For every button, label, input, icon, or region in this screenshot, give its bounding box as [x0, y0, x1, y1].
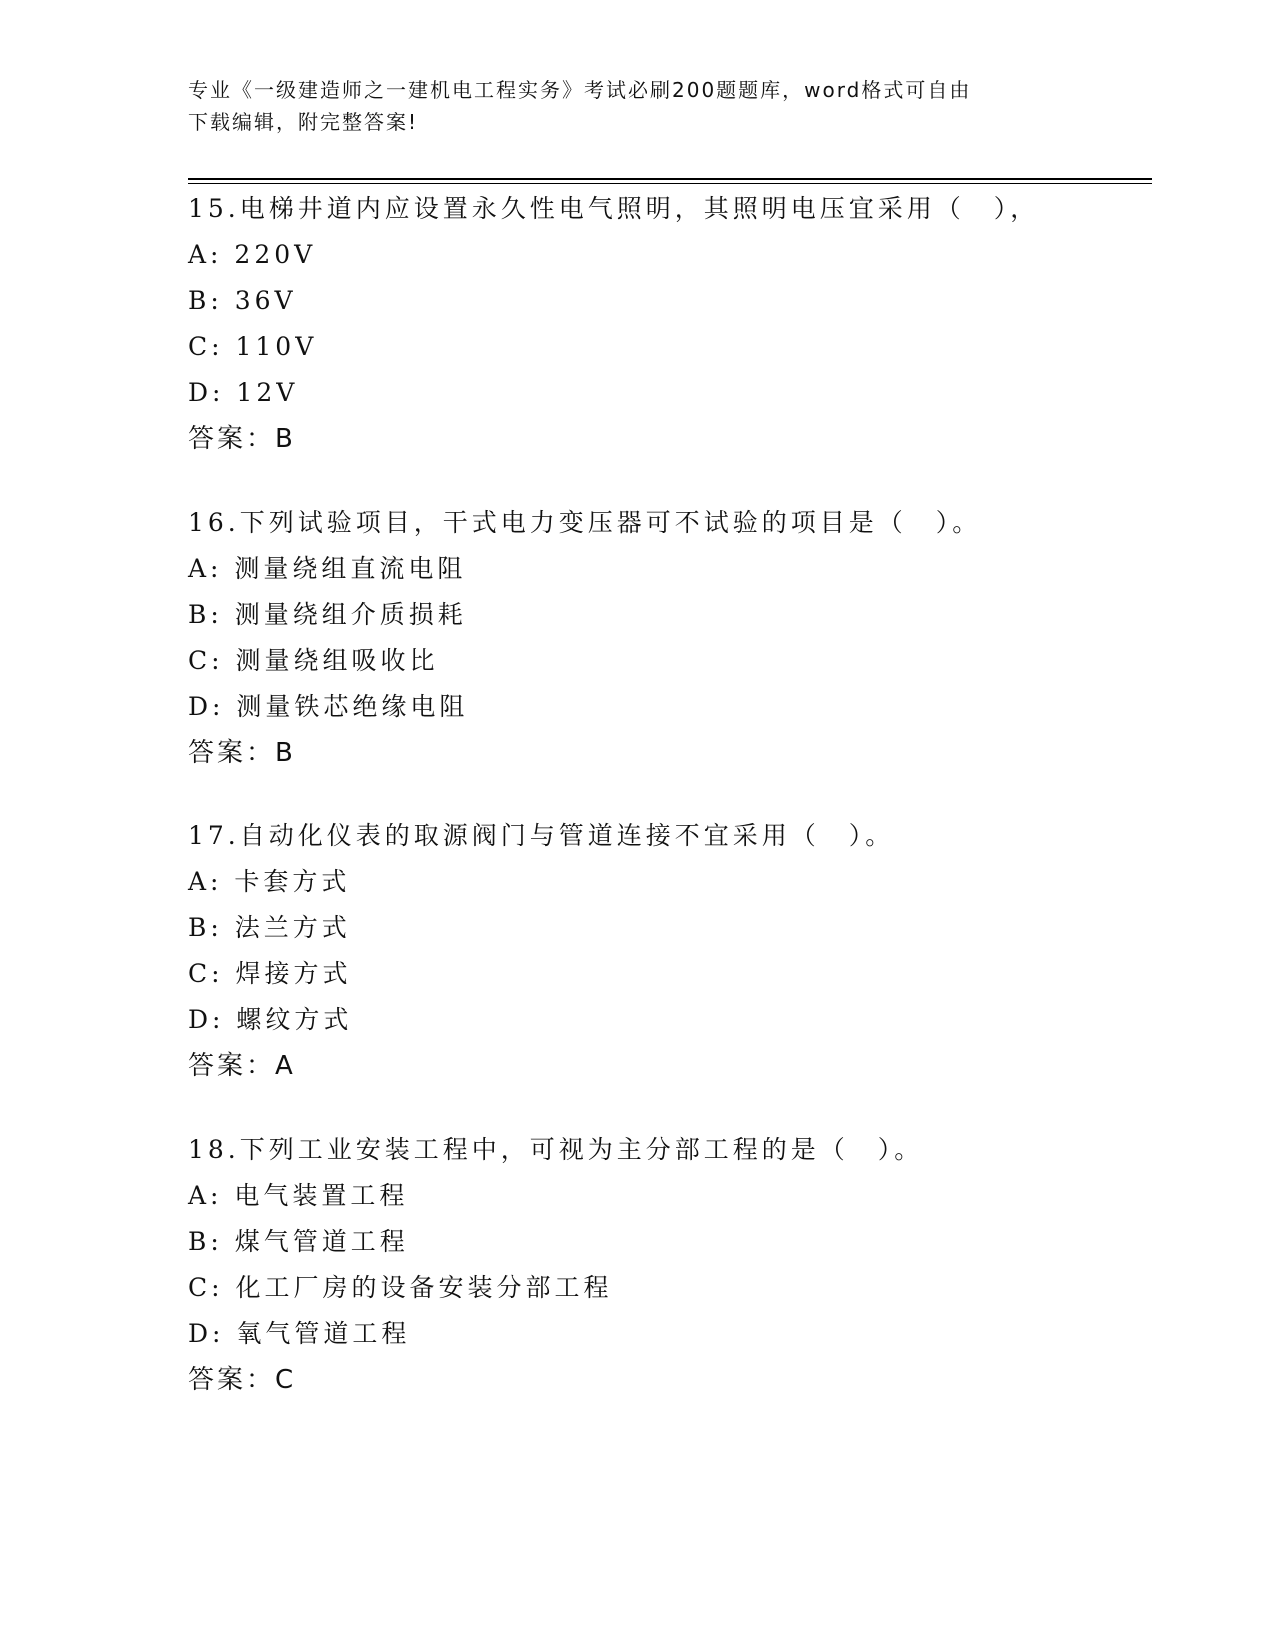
question-18 — [188, 1127, 1148, 1403]
option-c: C: 焊接方式 — [188, 959, 352, 988]
header-divider-thick — [188, 178, 1152, 180]
question-stem: 17.自动化仪表的取源阀门与管道连接不宜采用（ ）。 — [188, 821, 895, 850]
question-stem: 18.下列工业安装工程中，可视为主分部工程的是（ ）。 — [188, 1135, 924, 1164]
header-line-1: 专业《一级建造师之一建机电工程实务》考试必刷200题题库，word格式可自由 — [188, 78, 972, 102]
option-c: C: 化工厂房的设备安装分部工程 — [188, 1273, 613, 1302]
question-stem: 16.下列试验项目，干式电力变压器可不试验的项目是（ ）。 — [188, 508, 982, 537]
document-header — [188, 74, 1088, 138]
option-d: D: 测量铁芯绝缘电阻 — [188, 692, 469, 721]
option-b: B: 煤气管道工程 — [188, 1227, 409, 1256]
option-a: A: 电气装置工程 — [188, 1181, 409, 1210]
option-a: A: 卡套方式 — [188, 867, 351, 896]
answer-label: 答案：A — [188, 1051, 296, 1081]
question-stem: 15.电梯井道内应设置永久性电气照明，其照明电压宜采用（ ）， — [188, 194, 1040, 223]
option-a: A: 220V — [188, 240, 317, 269]
option-a: A: 测量绕组直流电阻 — [188, 554, 467, 583]
answer-label: 答案：B — [188, 738, 296, 768]
option-b: B: 测量绕组介质损耗 — [188, 600, 467, 629]
option-d: D: 12V — [188, 378, 299, 407]
option-b: B: 法兰方式 — [188, 913, 351, 942]
option-d: D: 氧气管道工程 — [188, 1319, 411, 1348]
option-b: B: 36V — [188, 286, 297, 315]
question-15 — [188, 186, 1148, 462]
option-d: D: 螺纹方式 — [188, 1005, 353, 1034]
answer-label: 答案：C — [188, 1365, 297, 1395]
option-c: C: 110V — [188, 332, 318, 361]
header-divider-thin — [188, 183, 1152, 184]
question-16 — [188, 500, 1148, 776]
question-17 — [188, 813, 1148, 1089]
option-c: C: 测量绕组吸收比 — [188, 646, 439, 675]
answer-label: 答案：B — [188, 424, 296, 454]
header-line-2: 下载编辑，附完整答案! — [188, 110, 419, 134]
